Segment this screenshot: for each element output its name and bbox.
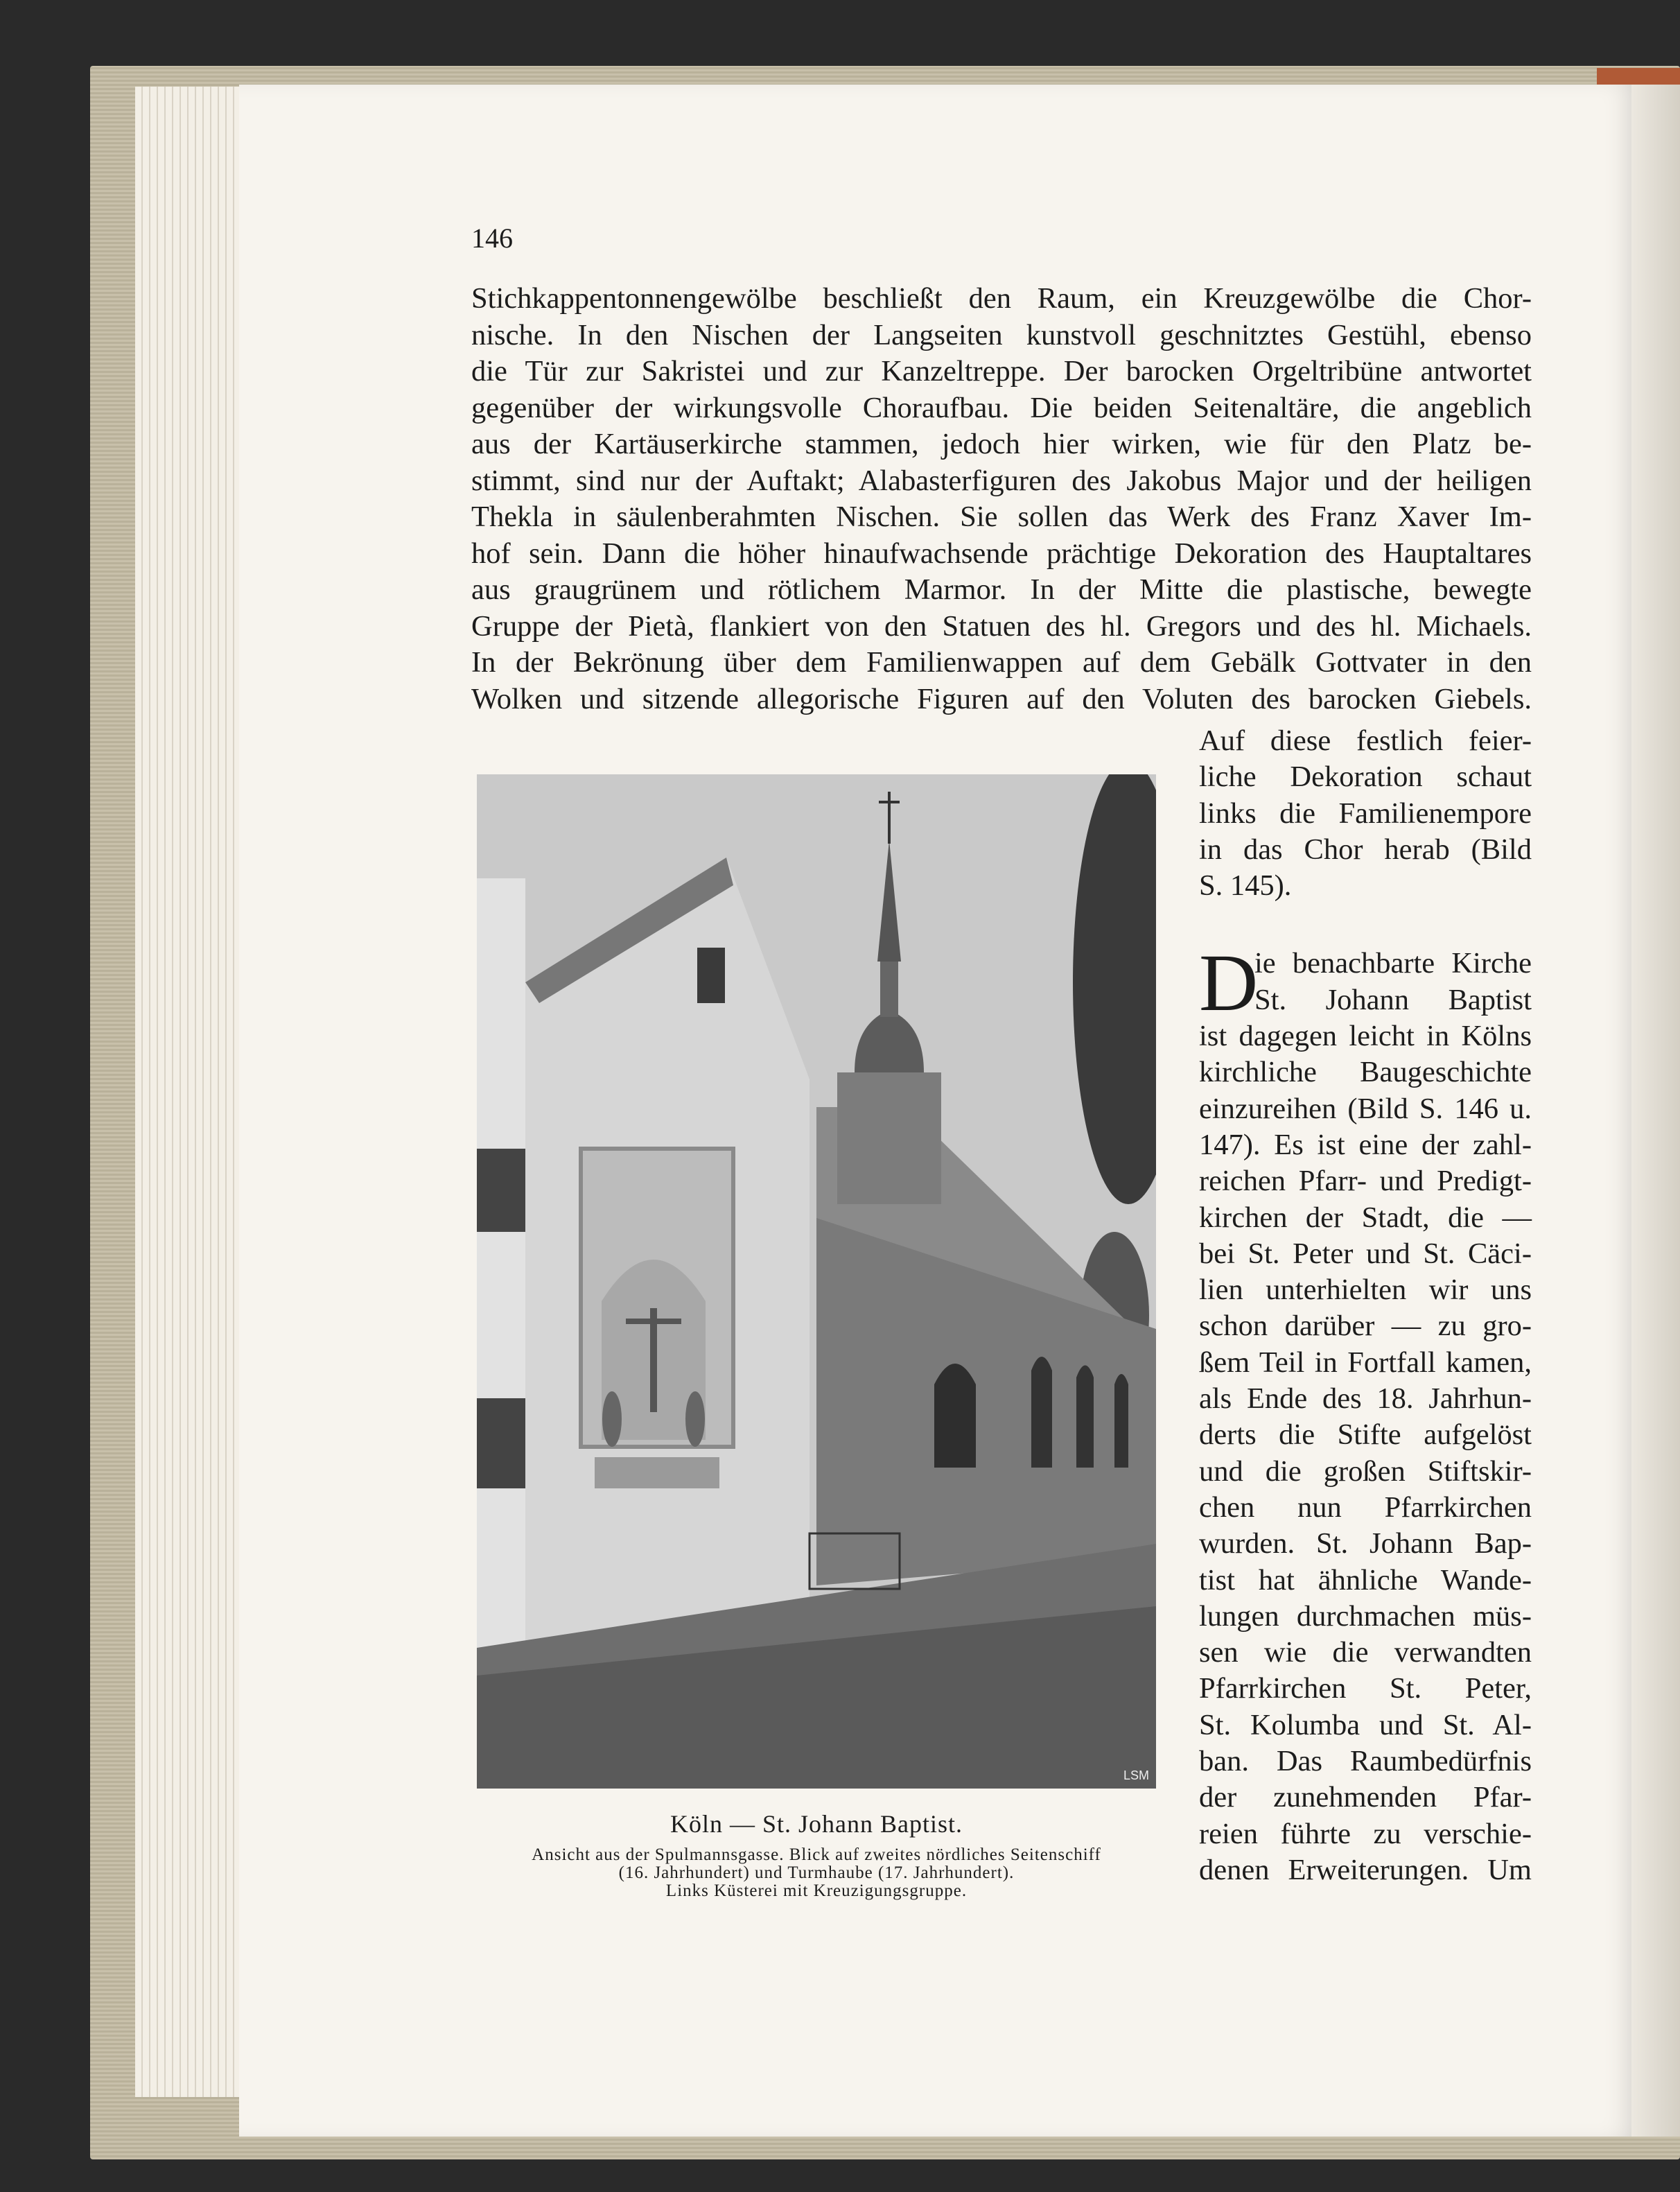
text-line: In der Bekrönung über dem Familienwappen auf dem Gebälk Gottvater in den [471,646,1532,679]
text-line: wurden. St. Johann Bap- [1199,1527,1532,1560]
text-line: die Tür zur Sakristei und zur Kanzeltreppe. Der barocken Orgeltribüne antwortet [471,355,1532,388]
text-line: S. 145). [1199,869,1292,903]
paragraph-start [1199,937,1532,1029]
text-line: in das Chor herab (Bild [1199,833,1532,866]
text-line: als Ende des 18. Jahrhun- [1199,1382,1532,1416]
text-line: Gruppe der Pietà, flankiert von den Statuen des hl. Gregors und des hl. Michaels. [471,609,1532,643]
text-line: sen wie die verwandten [1199,1636,1532,1669]
text-line: ßem Teil in Fortfall kamen, [1199,1346,1532,1379]
text-line: 147). Es ist eine der zahl- [1199,1128,1532,1161]
page-gutter [1631,85,1680,2137]
text-line: links die Familienempore [1199,797,1532,830]
church-photo-illustration [477,774,1156,1789]
text-line: der zunehmenden Pfar- [1199,1781,1532,1814]
text-line: reien führte zu verschie- [1199,1817,1532,1850]
page-edges [135,87,246,2097]
text-line: einzureihen (Bild S. 146 u. [1199,1092,1532,1125]
text-line: Thekla in säulenberahmten Nischen. Sie sollen das Werk des Franz Xaver Im- [471,501,1532,533]
caption-line: Links Küsterei mit Kreuzigungsgruppe. [665,1881,968,1900]
text-line: schon darüber — zu gro- [1199,1310,1532,1343]
text-line: tist hat ähnliche Wande- [1199,1563,1532,1597]
text-line: Auf diese festlich feier- [1199,724,1532,757]
caption-line: Ansicht aus der Spulmannsgasse. Blick auf zweites nördliches Seitenschiff [532,1845,1101,1864]
church-photograph [477,774,1156,1789]
text-line: aus der Kartäuserkirche stammen, jedoch hier wirken, wie für den Platz be- [471,428,1532,460]
text-line: ban. Das Raumbedürfnis [1199,1745,1532,1778]
text-line: chen nun Pfarrkirchen [1199,1490,1532,1524]
photo-monogram: LSM [1123,1768,1149,1782]
text-line: lien unterhielten wir uns [1199,1273,1532,1307]
text-line: hof sein. Dann die höher hinaufwachsende prächtige Dekoration des Hauptaltares [471,537,1532,570]
text-line: liche Dekoration schaut [1199,760,1532,794]
text-line: aus graugrünem und rötlichem Marmor. In der Mitte die plastische, bewegte [471,573,1532,606]
body-text-fullwidth [471,281,1532,717]
text-line: kirchen der Stadt, die — [1199,1201,1532,1234]
text-line: ie benachbarte Kirche [1254,947,1532,980]
text-line: bei St. Peter und St. Cäci- [1199,1237,1532,1270]
text-line: Pfarrkirchen St. Peter, [1199,1672,1532,1705]
text-line: nische. In den Nischen der Langseiten kunstvoll geschnitztes Gestühl, ebenso [471,318,1532,351]
text-line: kirchliche Baugeschichte [1199,1056,1532,1089]
text-line: ist dagegen leicht in Kölns [1199,1020,1532,1053]
page-number: 146 [471,223,513,254]
body-text-side-column [1199,723,1532,1888]
text-line: Stichkappentonnengewölbe beschließt den Raum, ein Kreuzgewölbe die Chor- [471,282,1532,315]
caption-title: Köln — St. Johann Baptist. [670,1810,963,1838]
text-line: derts die Stifte aufgelöst [1199,1418,1532,1452]
drop-cap: D [1199,937,1259,1029]
text-line: stimmt, sind nur der Auftakt; Alabasterfiguren des Jakobus Major und der heiligen [471,464,1532,497]
text-line: Wolken und sitzende allegorische Figuren auf den Voluten des barocken Giebels. [471,682,1532,715]
text-line: denen Erweiterungen. Um [1199,1853,1532,1886]
text-line: lungen durchmachen müs- [1199,1599,1532,1633]
text-line: reichen Pfarr- und Predigt- [1199,1165,1532,1198]
text-line: St. Johann Baptist [1254,983,1532,1016]
text-line: gegenüber der wirkungsvolle Choraufbau. Die beiden Seitenaltäre, die angeblich [471,391,1532,424]
text-line: und die großen Stiftskir- [1199,1454,1532,1488]
caption-line: (16. Jahrhundert) und Turmhaube (17. Jahrhundert). [618,1863,1015,1882]
text-line: St. Kolumba und St. Al- [1199,1708,1532,1741]
